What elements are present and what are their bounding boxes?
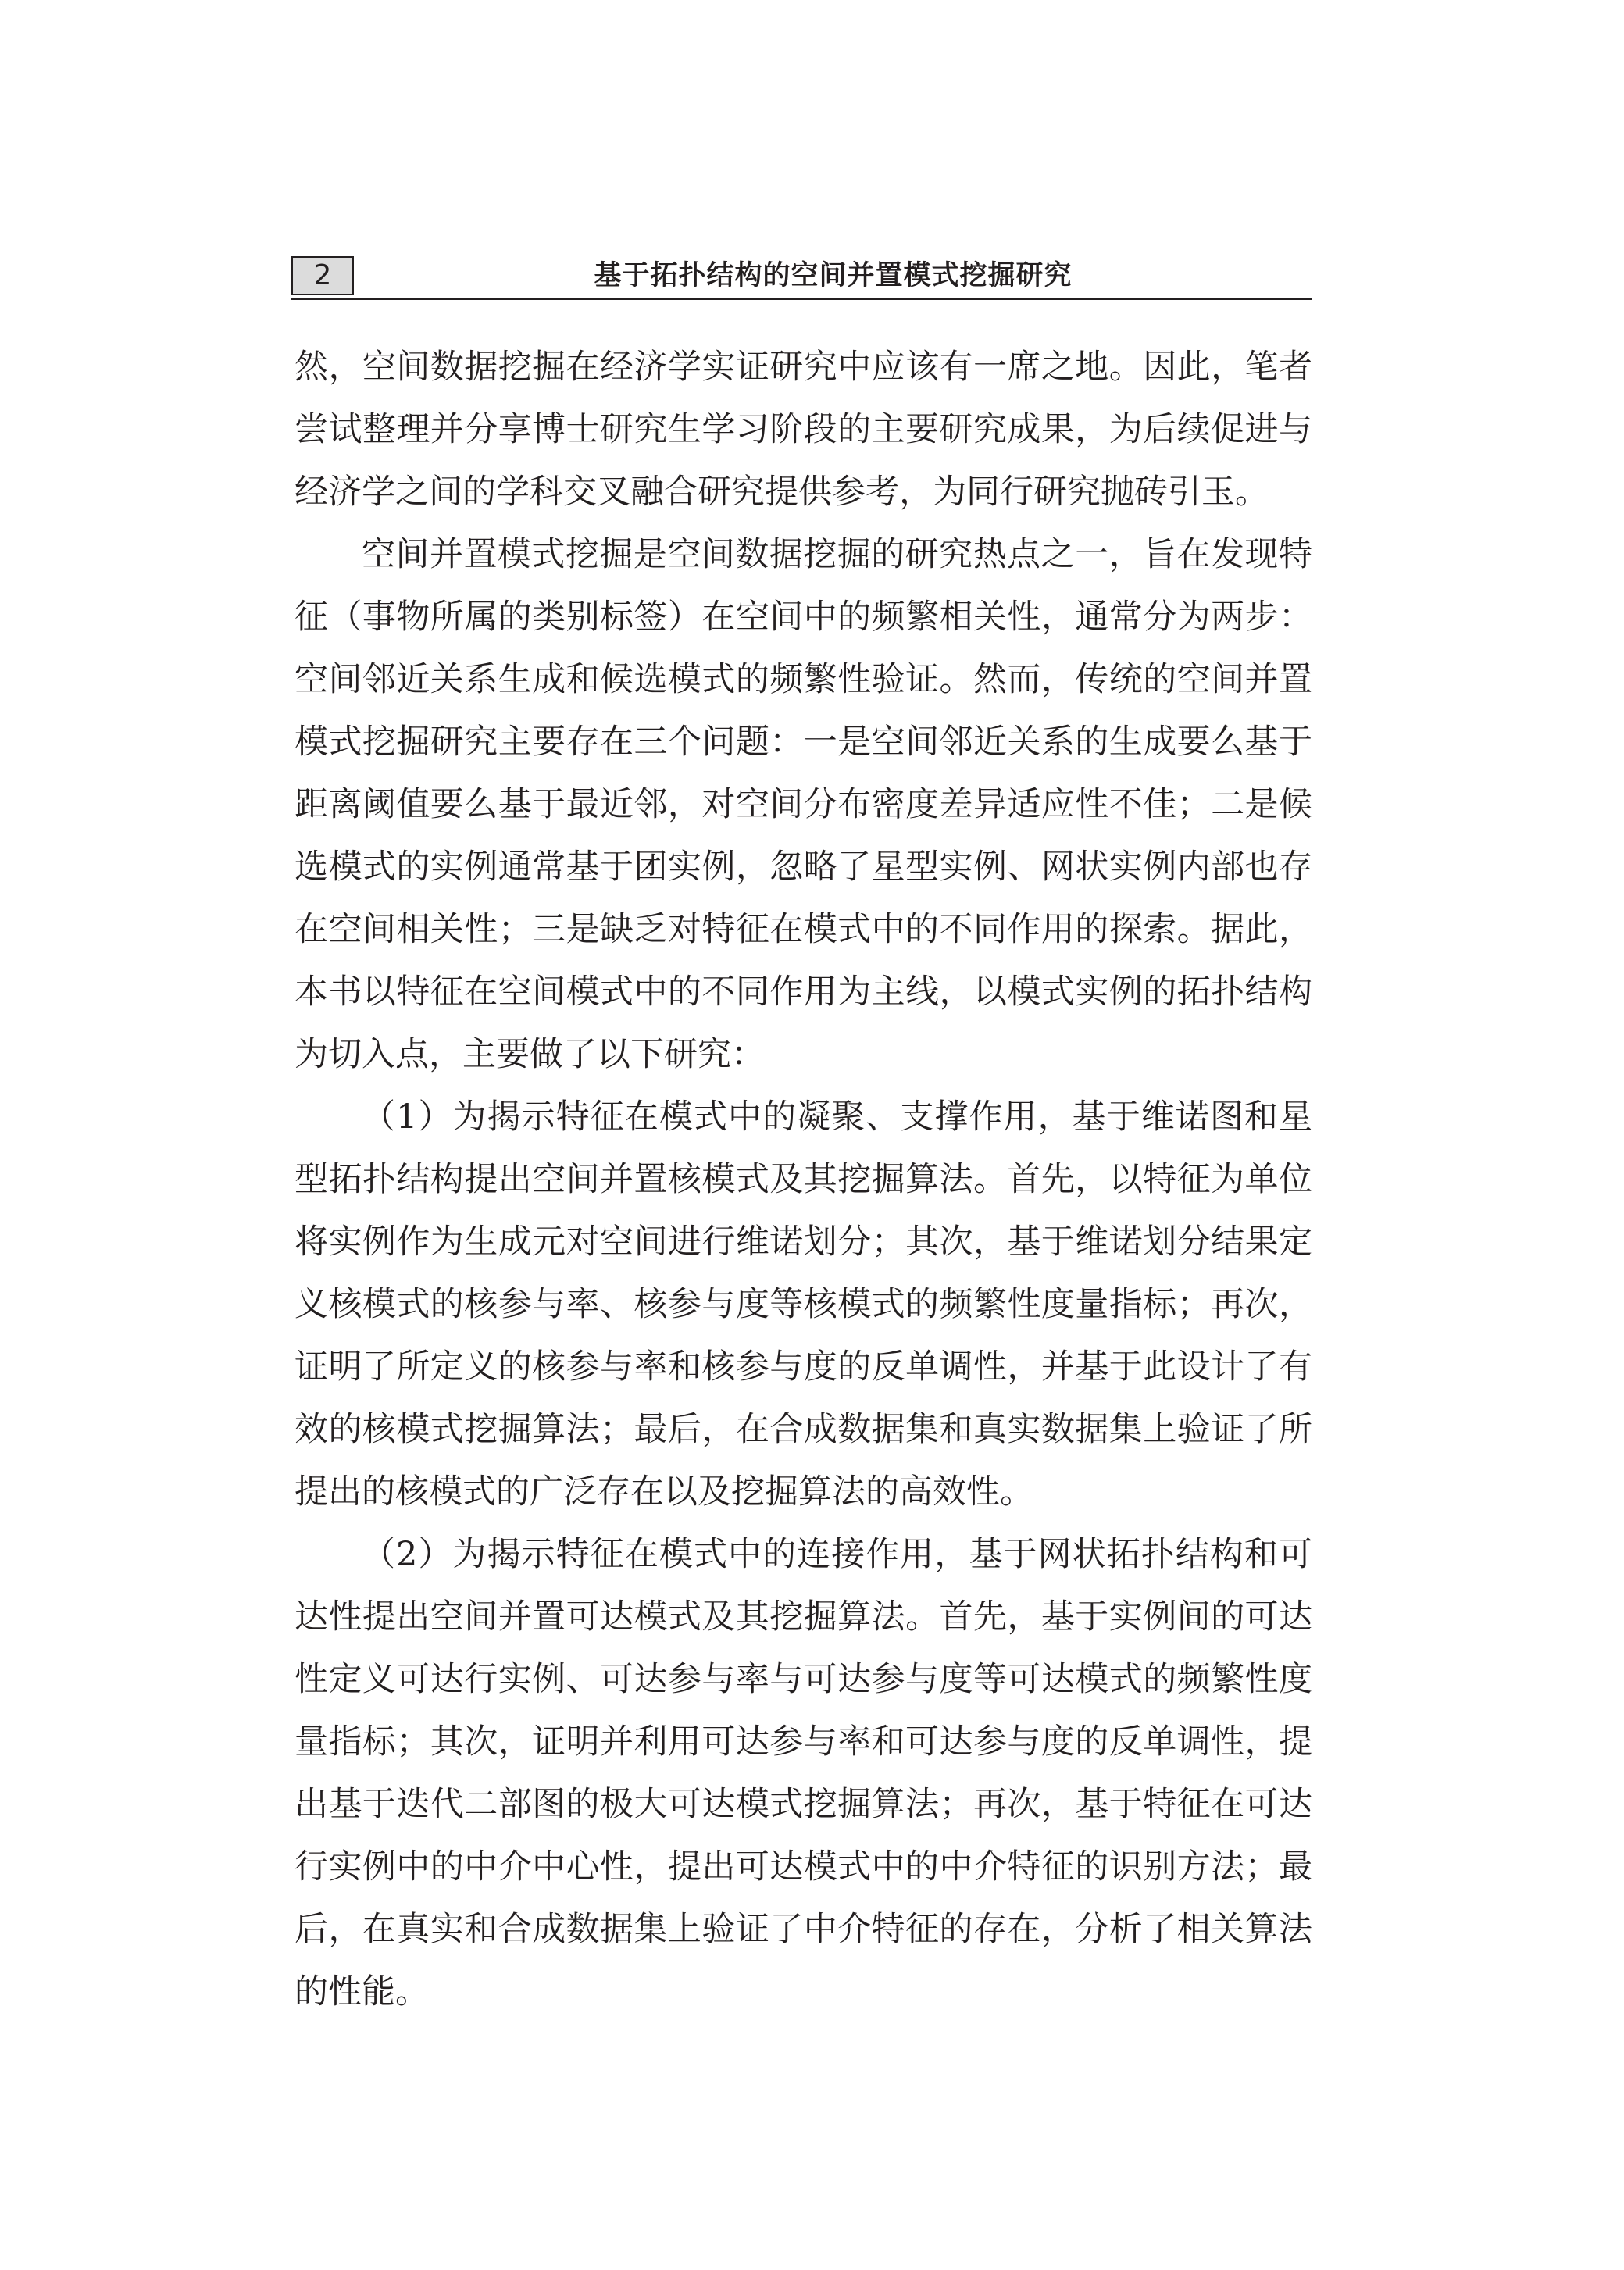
text-line: 出基于迭代二部图的极大可达模式挖掘算法；再次，基于特征在可达 bbox=[294, 1785, 1312, 1824]
text-line: 尝试整理并分享博士研究生学习阶段的主要研究成果，为后续促进与 bbox=[294, 410, 1312, 449]
text-line: 将实例作为生成元对空间进行维诺划分；其次，基于维诺划分结果定 bbox=[294, 1222, 1312, 1262]
text-line: 达性提出空间并置可达模式及其挖掘算法。首先，基于实例间的可达 bbox=[294, 1597, 1312, 1636]
text-line: （1）为揭示特征在模式中的凝聚、支撑作用，基于维诺图和星 bbox=[362, 1098, 1312, 1137]
text-line: 证明了所定义的核参与率和核参与度的反单调性，并基于此设计了有 bbox=[294, 1347, 1312, 1387]
text-line: 经济学之间的学科交叉融合研究提供参考，为同行研究抛砖引玉。 bbox=[294, 473, 1269, 512]
running-title: 基于拓扑结构的空间并置模式挖掘研究 bbox=[594, 260, 1073, 291]
text-line: 效的核模式挖掘算法；最后，在合成数据集和真实数据集上验证了所 bbox=[294, 1410, 1312, 1449]
text-line: 的性能。 bbox=[294, 1972, 429, 2011]
paragraph bbox=[294, 336, 1312, 523]
text-line: 后，在真实和合成数据集上验证了中介特征的存在，分析了相关算法 bbox=[294, 1910, 1312, 1949]
body-text bbox=[294, 336, 1312, 2023]
paragraph bbox=[294, 523, 1312, 1086]
text-line: 征（事物所属的类别标签）在空间中的频繁相关性，通常分为两步： bbox=[294, 598, 1312, 637]
text-line: 本书以特征在空间模式中的不同作用为主线，以模式实例的拓扑结构 bbox=[294, 973, 1312, 1012]
text-line: 模式挖掘研究主要存在三个问题：一是空间邻近关系的生成要么基于 bbox=[294, 723, 1312, 762]
text-line: 为切入点，主要做了以下研究： bbox=[294, 1035, 765, 1074]
text-line: 空间并置模式挖掘是空间数据挖掘的研究热点之一，旨在发现特 bbox=[362, 535, 1312, 574]
paragraph bbox=[294, 1086, 1312, 1523]
text-line: 行实例中的中介中心性，提出可达模式中的中介特征的识别方法；最 bbox=[294, 1847, 1312, 1886]
page-number: 2 bbox=[291, 256, 354, 295]
text-line: 量指标；其次，证明并利用可达参与率和可达参与度的反单调性，提 bbox=[294, 1722, 1312, 1761]
text-line: 距离阈值要么基于最近邻，对空间分布密度差异适应性不佳；二是候 bbox=[294, 785, 1312, 824]
text-line: 提出的核模式的广泛存在以及挖掘算法的高效性。 bbox=[294, 1472, 1033, 1512]
paragraph bbox=[294, 1523, 1312, 2023]
text-line: （2）为揭示特征在模式中的连接作用，基于网状拓扑结构和可 bbox=[362, 1535, 1312, 1574]
text-line: 型拓扑结构提出空间并置核模式及其挖掘算法。首先，以特征为单位 bbox=[294, 1160, 1312, 1199]
text-line: 义核模式的核参与率、核参与度等核模式的频繁性度量指标；再次， bbox=[294, 1285, 1312, 1324]
text-line: 性定义可达行实例、可达参与率与可达参与度等可达模式的频繁性度 bbox=[294, 1660, 1312, 1699]
running-header bbox=[291, 256, 1312, 300]
text-line: 然，空间数据挖掘在经济学实证研究中应该有一席之地。因此，笔者 bbox=[294, 348, 1312, 387]
text-line: 在空间相关性；三是缺乏对特征在模式中的不同作用的探索。据此， bbox=[294, 910, 1312, 949]
text-line: 选模式的实例通常基于团实例，忽略了星型实例、网状实例内部也存 bbox=[294, 848, 1312, 887]
text-line: 空间邻近关系生成和候选模式的频繁性验证。然而，传统的空间并置 bbox=[294, 660, 1312, 699]
